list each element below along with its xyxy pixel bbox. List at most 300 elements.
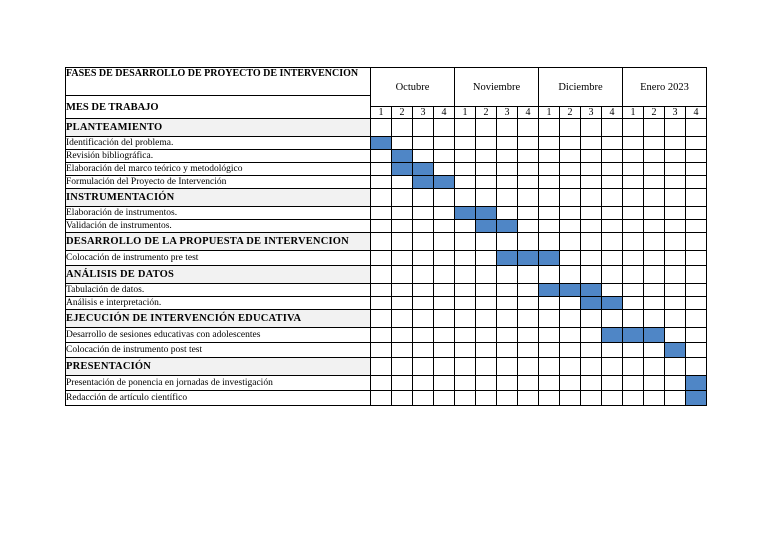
week-cell [392, 310, 413, 328]
week-cell [434, 266, 455, 284]
week-cell [602, 207, 623, 220]
week-cell [371, 150, 392, 163]
week-cell [518, 266, 539, 284]
week-cell [518, 328, 539, 343]
week-cell [476, 119, 497, 137]
gantt-bar-cell [476, 207, 497, 220]
week-cell [497, 163, 518, 176]
week-cell [413, 233, 434, 251]
week-cell [434, 163, 455, 176]
week-cell [476, 391, 497, 406]
phase-row [66, 233, 707, 251]
week-cell [602, 391, 623, 406]
week-cell [560, 376, 581, 391]
week-number: 2 [644, 107, 665, 119]
week-cell [602, 358, 623, 376]
week-cell [434, 343, 455, 358]
week-cell [497, 207, 518, 220]
task-row [66, 163, 707, 176]
week-cell [539, 358, 560, 376]
week-cell [560, 163, 581, 176]
week-cell [686, 207, 707, 220]
week-cell [455, 328, 476, 343]
week-cell [497, 266, 518, 284]
week-cell [581, 266, 602, 284]
week-cell [476, 189, 497, 207]
task-label: Elaboración de instrumentos. [66, 207, 371, 220]
phase-row [66, 358, 707, 376]
week-cell [665, 376, 686, 391]
week-cell [560, 310, 581, 328]
week-cell [560, 220, 581, 233]
week-cell [665, 176, 686, 189]
gantt-bar-cell [602, 328, 623, 343]
week-cell [392, 284, 413, 297]
week-cell [623, 119, 644, 137]
week-cell [455, 233, 476, 251]
week-cell [413, 297, 434, 310]
phase-row [66, 310, 707, 328]
week-cell [518, 284, 539, 297]
week-cell [539, 150, 560, 163]
phase-row [66, 266, 707, 284]
week-cell [476, 233, 497, 251]
task-row [66, 391, 707, 406]
week-cell [644, 251, 665, 266]
week-cell [476, 297, 497, 310]
week-cell [434, 119, 455, 137]
gantt-bar-cell [518, 251, 539, 266]
week-cell [539, 176, 560, 189]
week-cell [476, 328, 497, 343]
task-label: Identificación del problema. [66, 137, 371, 150]
week-cell [602, 176, 623, 189]
week-cell [560, 150, 581, 163]
week-cell [371, 358, 392, 376]
week-cell [686, 328, 707, 343]
week-cell [476, 266, 497, 284]
week-cell [581, 137, 602, 150]
week-cell [497, 189, 518, 207]
week-cell [371, 207, 392, 220]
week-cell [476, 137, 497, 150]
task-label: Formulación del Proyecto de Intervención [66, 176, 371, 189]
gantt-bar-cell [455, 207, 476, 220]
week-cell [413, 189, 434, 207]
week-cell [371, 297, 392, 310]
week-cell [434, 391, 455, 406]
month-header: Noviembre [455, 68, 539, 107]
week-cell [371, 343, 392, 358]
gantt-bar-cell [686, 376, 707, 391]
week-cell [623, 251, 644, 266]
week-cell [476, 358, 497, 376]
week-number: 4 [686, 107, 707, 119]
week-cell [623, 297, 644, 310]
week-cell [686, 343, 707, 358]
week-cell [497, 376, 518, 391]
week-cell [476, 150, 497, 163]
week-cell [665, 284, 686, 297]
week-cell [434, 137, 455, 150]
week-cell [665, 137, 686, 150]
week-cell [581, 251, 602, 266]
week-cell [623, 391, 644, 406]
week-cell [665, 163, 686, 176]
phase-label: PRESENTACIÓN [66, 358, 371, 376]
week-number: 2 [476, 107, 497, 119]
week-cell [665, 189, 686, 207]
week-cell [581, 233, 602, 251]
week-cell [518, 391, 539, 406]
week-cell [497, 150, 518, 163]
week-cell [413, 284, 434, 297]
week-cell [434, 233, 455, 251]
week-cell [581, 189, 602, 207]
week-cell [665, 207, 686, 220]
week-cell [686, 150, 707, 163]
week-cell [581, 119, 602, 137]
gantt-bar-cell [623, 328, 644, 343]
week-cell [455, 358, 476, 376]
week-cell [560, 266, 581, 284]
week-cell [539, 163, 560, 176]
gantt-bar-cell [497, 251, 518, 266]
week-cell [518, 358, 539, 376]
gantt-bar-cell [497, 220, 518, 233]
week-cell [602, 266, 623, 284]
week-cell [644, 391, 665, 406]
gantt-bar-cell [539, 284, 560, 297]
gantt-bar-cell [686, 391, 707, 406]
month-header: Diciembre [539, 68, 623, 107]
week-cell [665, 310, 686, 328]
week-cell [623, 358, 644, 376]
week-cell [686, 310, 707, 328]
week-cell [581, 376, 602, 391]
task-label: Presentación de ponencia en jornadas de investigación [66, 376, 371, 391]
week-cell [686, 137, 707, 150]
week-cell [392, 189, 413, 207]
week-cell [539, 310, 560, 328]
week-cell [497, 358, 518, 376]
week-cell [581, 358, 602, 376]
week-cell [602, 220, 623, 233]
week-cell [644, 176, 665, 189]
schedule-table [65, 67, 707, 406]
week-cell [497, 391, 518, 406]
week-cell [581, 391, 602, 406]
week-cell [476, 251, 497, 266]
week-cell [497, 297, 518, 310]
week-cell [371, 220, 392, 233]
week-cell [434, 207, 455, 220]
week-cell [665, 328, 686, 343]
week-cell [455, 310, 476, 328]
week-number: 3 [497, 107, 518, 119]
week-cell [371, 163, 392, 176]
week-cell [413, 251, 434, 266]
week-cell [623, 163, 644, 176]
week-cell [455, 266, 476, 284]
week-cell [434, 220, 455, 233]
week-cell [497, 233, 518, 251]
month-header: Enero 2023 [623, 68, 707, 107]
week-cell [518, 137, 539, 150]
week-cell [602, 376, 623, 391]
week-cell [560, 189, 581, 207]
week-cell [623, 233, 644, 251]
week-cell [371, 391, 392, 406]
table-title: FASES DE DESARROLLO DE PROYECTO DE INTERVENCION [66, 68, 371, 96]
week-cell [686, 358, 707, 376]
week-cell [455, 391, 476, 406]
week-cell [539, 233, 560, 251]
week-number: 3 [665, 107, 686, 119]
week-cell [665, 233, 686, 251]
week-cell [560, 176, 581, 189]
week-cell [644, 207, 665, 220]
week-cell [686, 284, 707, 297]
phase-label: EJECUCIÓN DE INTERVENCIÓN EDUCATIVA [66, 310, 371, 328]
week-cell [644, 284, 665, 297]
week-cell [476, 176, 497, 189]
week-cell [623, 284, 644, 297]
week-cell [392, 119, 413, 137]
task-row [66, 297, 707, 310]
week-cell [434, 328, 455, 343]
gantt-bar-cell [581, 297, 602, 310]
phase-label: INSTRUMENTACIÓN [66, 189, 371, 207]
week-cell [560, 391, 581, 406]
week-cell [665, 150, 686, 163]
task-row [66, 251, 707, 266]
week-cell [434, 376, 455, 391]
week-cell [371, 310, 392, 328]
week-cell [602, 137, 623, 150]
week-cell [371, 376, 392, 391]
week-cell [455, 137, 476, 150]
week-cell [623, 207, 644, 220]
week-cell [476, 343, 497, 358]
week-cell [434, 251, 455, 266]
week-number: 1 [539, 107, 560, 119]
week-cell [665, 220, 686, 233]
week-cell [371, 176, 392, 189]
week-cell [539, 328, 560, 343]
week-cell [392, 266, 413, 284]
week-number: 2 [560, 107, 581, 119]
week-cell [413, 358, 434, 376]
week-cell [371, 119, 392, 137]
week-cell [623, 220, 644, 233]
week-cell [455, 163, 476, 176]
week-cell [371, 233, 392, 251]
week-cell [686, 176, 707, 189]
week-cell [497, 137, 518, 150]
week-cell [644, 233, 665, 251]
week-cell [413, 220, 434, 233]
week-cell [371, 189, 392, 207]
week-cell [371, 266, 392, 284]
task-row [66, 150, 707, 163]
header-row-title [66, 68, 707, 96]
week-cell [518, 220, 539, 233]
week-cell [665, 266, 686, 284]
task-row [66, 137, 707, 150]
week-cell [392, 233, 413, 251]
task-label: Colocación de instrumento pre test [66, 251, 371, 266]
week-cell [560, 343, 581, 358]
week-cell [560, 297, 581, 310]
gantt-bar-cell [371, 137, 392, 150]
task-label: Tabulación de datos. [66, 284, 371, 297]
week-number: 3 [581, 107, 602, 119]
gantt-bar-cell [413, 163, 434, 176]
week-cell [476, 310, 497, 328]
week-cell [455, 150, 476, 163]
week-cell [518, 297, 539, 310]
week-cell [644, 310, 665, 328]
week-cell [602, 233, 623, 251]
week-cell [623, 176, 644, 189]
task-row [66, 220, 707, 233]
week-cell [434, 150, 455, 163]
week-cell [602, 251, 623, 266]
week-cell [644, 137, 665, 150]
week-cell [518, 207, 539, 220]
week-cell [539, 376, 560, 391]
week-cell [686, 266, 707, 284]
week-cell [413, 328, 434, 343]
week-cell [455, 251, 476, 266]
week-cell [455, 284, 476, 297]
week-cell [686, 119, 707, 137]
week-cell [560, 328, 581, 343]
week-number: 1 [623, 107, 644, 119]
week-cell [413, 391, 434, 406]
week-cell [413, 266, 434, 284]
week-cell [476, 163, 497, 176]
week-cell [644, 163, 665, 176]
week-cell [434, 310, 455, 328]
week-cell [455, 176, 476, 189]
week-cell [623, 266, 644, 284]
week-cell [434, 284, 455, 297]
week-cell [476, 376, 497, 391]
week-cell [665, 251, 686, 266]
week-cell [518, 119, 539, 137]
gantt-bar-cell [539, 251, 560, 266]
task-label: Revisión bibliográfica. [66, 150, 371, 163]
week-cell [392, 207, 413, 220]
week-cell [392, 137, 413, 150]
mes-de-trabajo-label: MES DE TRABAJO [66, 96, 371, 119]
week-cell [497, 328, 518, 343]
week-cell [644, 189, 665, 207]
task-row [66, 376, 707, 391]
week-cell [539, 119, 560, 137]
month-header: Octubre [371, 68, 455, 107]
week-cell [623, 137, 644, 150]
week-cell [560, 207, 581, 220]
week-cell [623, 376, 644, 391]
week-cell [539, 343, 560, 358]
week-cell [497, 343, 518, 358]
task-label: Colocación de instrumento post test [66, 343, 371, 358]
week-cell [371, 251, 392, 266]
week-cell [392, 297, 413, 310]
week-cell [581, 207, 602, 220]
week-cell [539, 266, 560, 284]
gantt-bar-cell [602, 297, 623, 310]
week-cell [644, 343, 665, 358]
week-cell [434, 358, 455, 376]
week-cell [560, 358, 581, 376]
week-cell [581, 163, 602, 176]
gantt-bar-cell [392, 163, 413, 176]
week-cell [476, 284, 497, 297]
week-cell [518, 189, 539, 207]
week-cell [686, 251, 707, 266]
week-cell [434, 189, 455, 207]
week-cell [623, 310, 644, 328]
week-cell [392, 251, 413, 266]
week-number: 1 [371, 107, 392, 119]
week-cell [686, 233, 707, 251]
week-number: 1 [455, 107, 476, 119]
week-cell [518, 343, 539, 358]
task-label: Elaboración del marco teórico y metodológico [66, 163, 371, 176]
gantt-bar-cell [476, 220, 497, 233]
week-cell [560, 119, 581, 137]
week-cell [518, 376, 539, 391]
week-cell [371, 284, 392, 297]
week-cell [413, 207, 434, 220]
week-cell [644, 266, 665, 284]
week-cell [392, 376, 413, 391]
gantt-bar-cell [581, 284, 602, 297]
week-cell [602, 343, 623, 358]
week-cell [581, 220, 602, 233]
week-cell [413, 150, 434, 163]
week-cell [623, 189, 644, 207]
gantt-bar-cell [413, 176, 434, 189]
week-cell [665, 297, 686, 310]
task-label: Desarrollo de sesiones educativas con adolescentes [66, 328, 371, 343]
week-cell [392, 358, 413, 376]
week-cell [686, 163, 707, 176]
week-cell [413, 343, 434, 358]
week-cell [644, 358, 665, 376]
week-cell [392, 220, 413, 233]
week-cell [434, 297, 455, 310]
week-cell [644, 297, 665, 310]
week-cell [623, 343, 644, 358]
week-cell [392, 391, 413, 406]
task-label: Análisis e interpretación. [66, 297, 371, 310]
gantt-bar-cell [560, 284, 581, 297]
week-cell [602, 189, 623, 207]
week-cell [518, 233, 539, 251]
week-cell [497, 284, 518, 297]
week-cell [539, 297, 560, 310]
week-cell [413, 310, 434, 328]
week-cell [644, 150, 665, 163]
week-cell [581, 328, 602, 343]
week-cell [518, 176, 539, 189]
phase-label: PLANTEAMIENTO [66, 119, 371, 137]
